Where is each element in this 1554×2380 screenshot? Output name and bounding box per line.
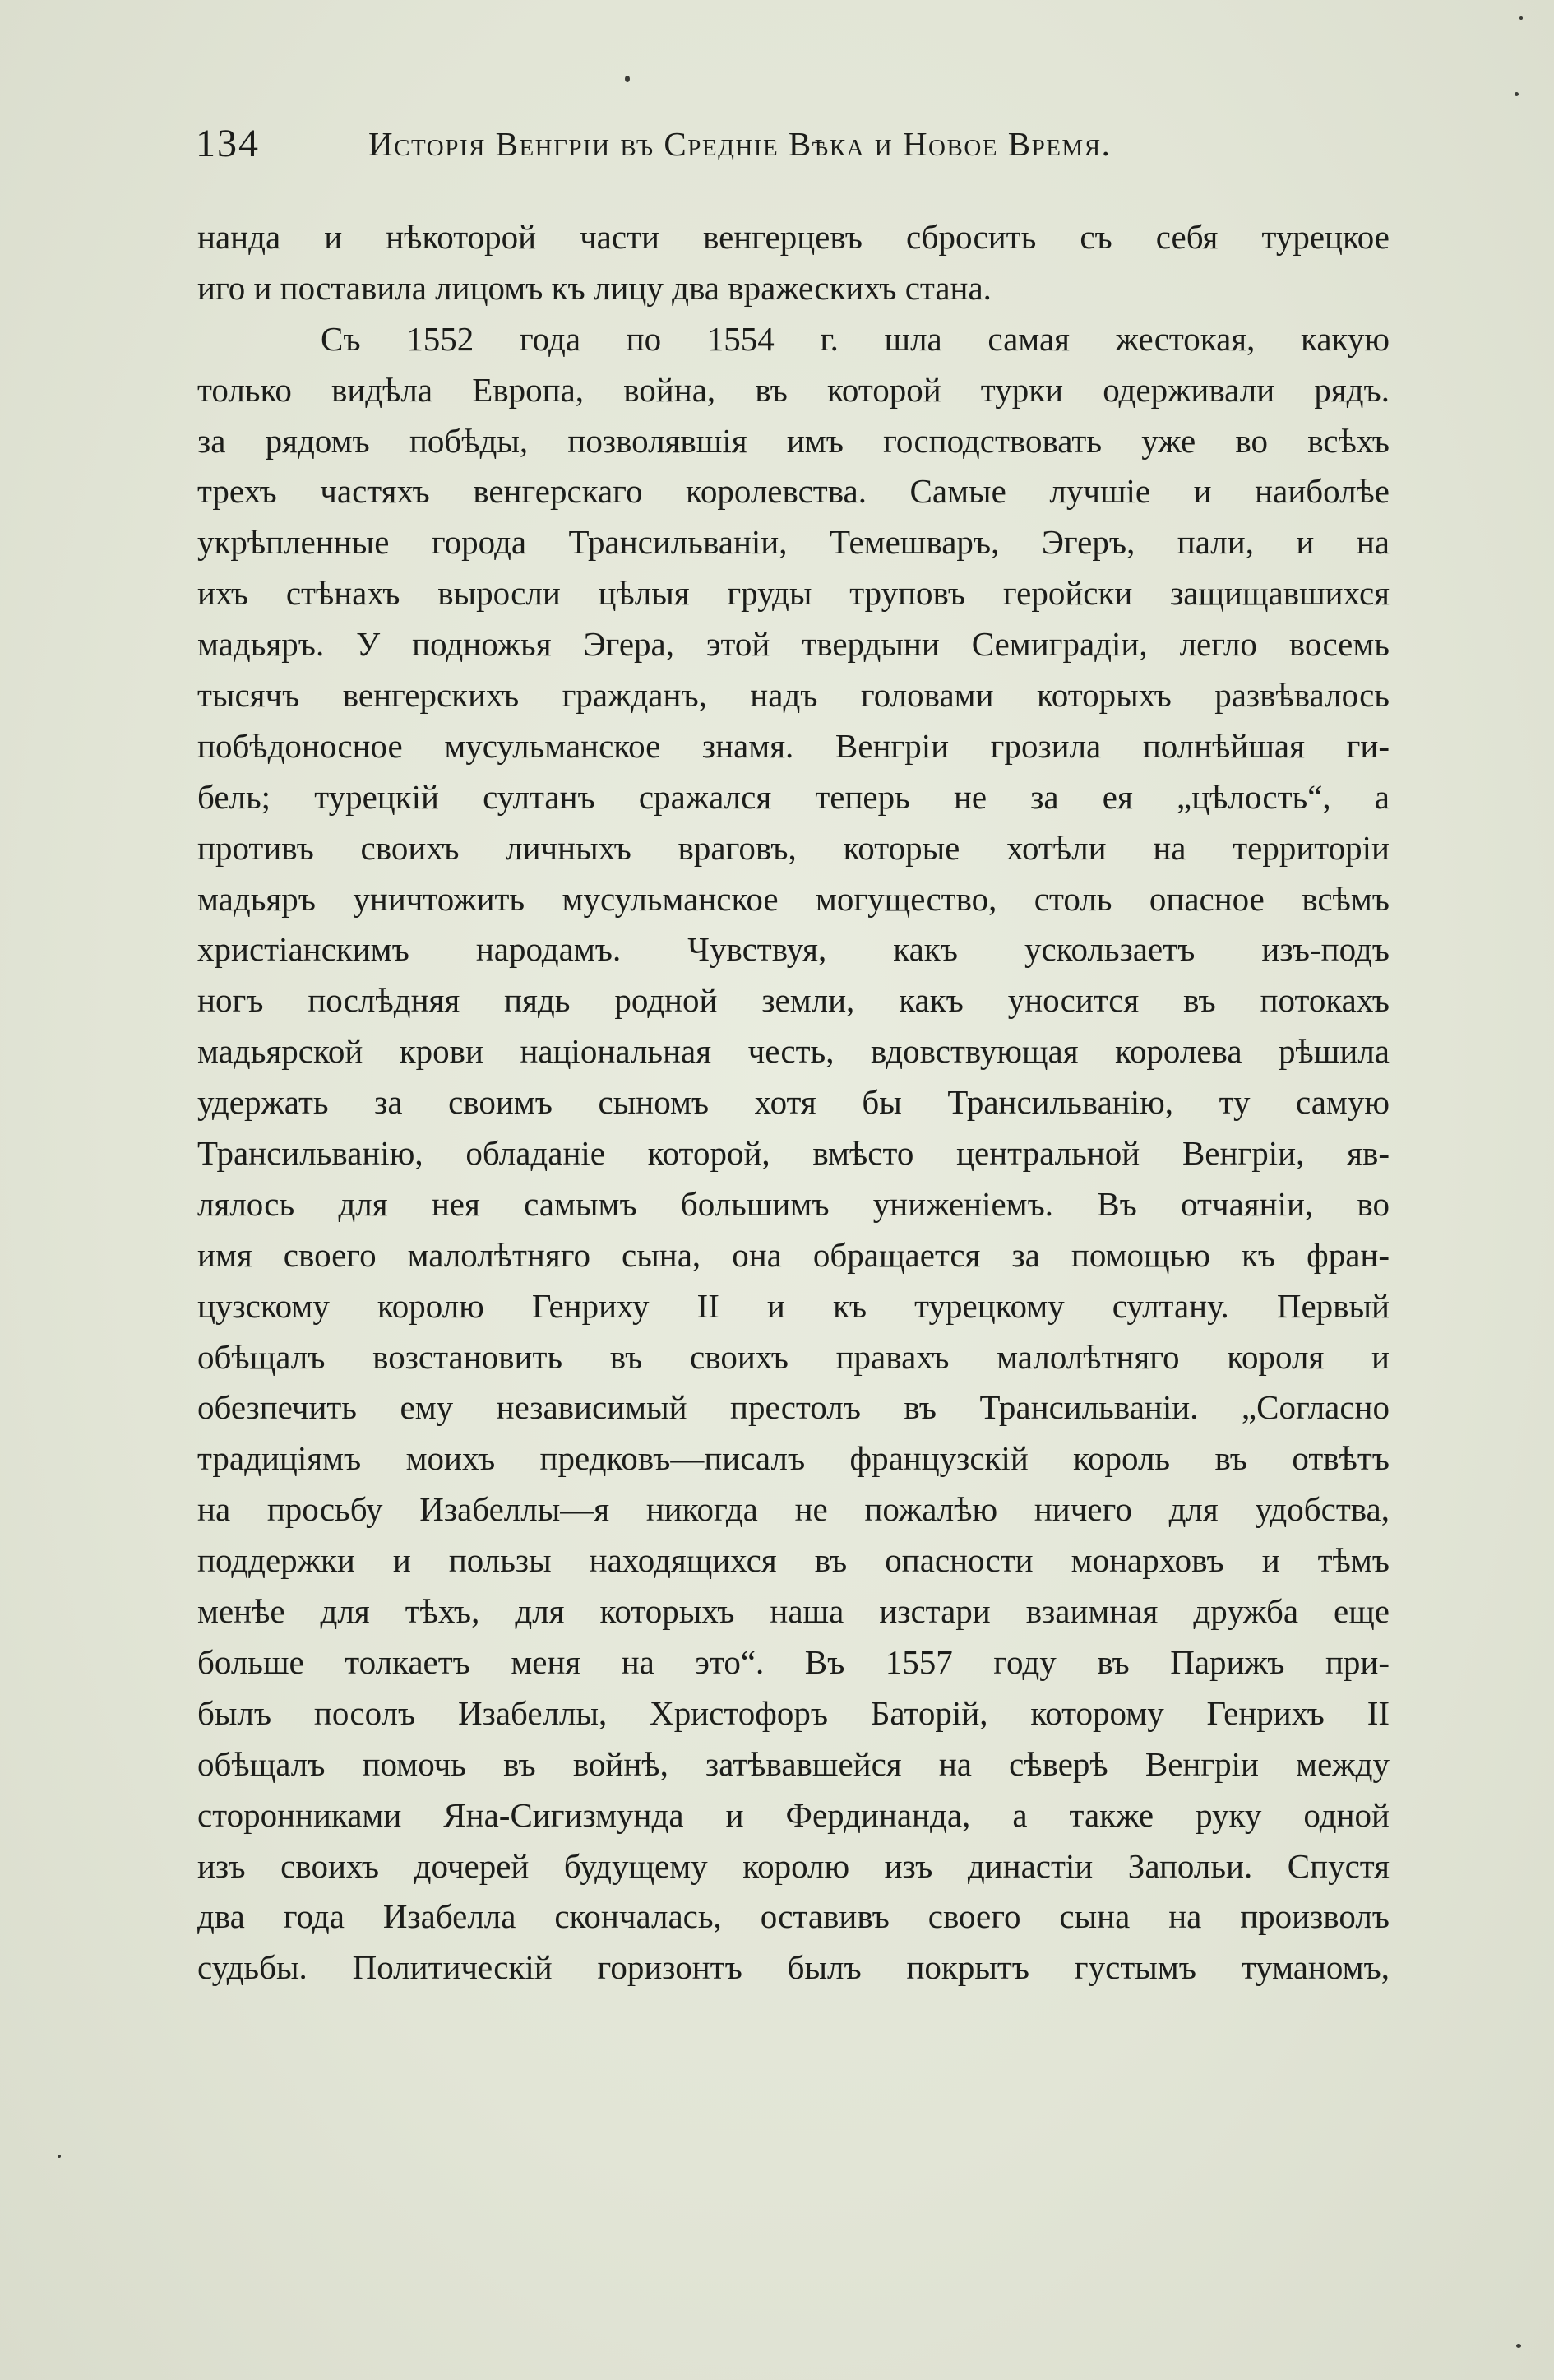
- text-line: ногъ послѣдняя пядь родной земли, какъ уносится въ потокахъ: [197, 981, 1390, 1020]
- text-line: изъ своихъ дочерей будущему королю изъ династіи Запольи. Спустя: [197, 1846, 1390, 1885]
- text-line: сторонниками Яна-Сигизмунда и Фердинанда, а также руку одной: [197, 1795, 1390, 1834]
- text-line: побѣдоносное мусульманское знамя. Венгріи грозила полнѣйшая ги-: [197, 726, 1390, 765]
- ink-speck: [1515, 92, 1519, 96]
- text-line: больше толкаетъ меня на это“. Въ 1557 году въ Парижъ при-: [197, 1642, 1390, 1681]
- text-line: тысячъ венгерскихъ гражданъ, надъ головами которыхъ развѣвалось: [197, 676, 1390, 715]
- text-line: традиціямъ моихъ предковъ—писалъ французскій король въ отвѣтъ: [197, 1439, 1390, 1478]
- ink-speck: [625, 76, 630, 82]
- ink-speck: [1516, 2344, 1521, 2348]
- page-number: 134: [196, 122, 260, 165]
- text-line: христіанскимъ народамъ. Чувствуя, какъ ускользаетъ изъ-подъ: [197, 930, 1390, 969]
- text-line: лялось для нея самымъ большимъ униженіемъ. Въ отчаяніи, во: [197, 1184, 1390, 1223]
- text-line: обѣщалъ возстановить въ своихъ правахъ малолѣтняго короля и: [197, 1337, 1390, 1376]
- text-line: судьбы. Политическій горизонтъ былъ покрытъ густымъ туманомъ,: [197, 1948, 1390, 1987]
- text-line: обезпечить ему независимый престолъ въ Трансильваніи. „Согласно: [197, 1388, 1390, 1427]
- text-line: обѣщалъ помочь въ войнѣ, затѣвавшейся на сѣверѣ Венгріи между: [197, 1744, 1390, 1783]
- text-line: имя своего малолѣтняго сына, она обращается за помощью къ фран-: [197, 1235, 1390, 1274]
- text-line: трехъ частяхъ венгерскаго королевства. Самые лучшіе и наиболѣе: [197, 472, 1390, 511]
- text-line: нанда и нѣкоторой части венгерцевъ сбросить съ себя турецкое: [197, 218, 1390, 256]
- text-line: Трансильванію, обладаніе которой, вмѣсто центральной Венгріи, яв-: [197, 1134, 1390, 1173]
- text-line: иго и поставила лицомъ къ лицу два вражескихъ стана.: [197, 268, 992, 307]
- text-line: удержать за своимъ сыномъ хотя бы Трансильванію, ту самую: [197, 1083, 1390, 1122]
- text-line: былъ посолъ Изабеллы, Христофоръ Баторій, которому Генрихъ II: [197, 1693, 1390, 1732]
- text-line: два года Изабелла скончалась, оставивъ своего сына на произволъ: [197, 1897, 1390, 1936]
- text-line: бель; турецкій султанъ сражался теперь не за ея „цѣлость“, а: [197, 777, 1390, 816]
- text-line: мадьяръ уничтожить мусульманское могущество, столь опасное всѣмъ: [197, 879, 1390, 918]
- text-line: Съ 1552 года по 1554 г. шла самая жестокая, какую: [321, 319, 1390, 358]
- running-title: Исторія Венгріи въ Средніе Вѣка и Новое Время.: [368, 125, 1112, 163]
- page-header: [196, 115, 1390, 173]
- text-line: мадьярской крови національная честь, вдовствующая королева рѣшила: [197, 1032, 1390, 1071]
- text-line: поддержки и пользы находящихся въ опасности монарховъ и тѣмъ: [197, 1541, 1390, 1580]
- text-line: мадьяръ. У подножья Эгера, этой твердыни Семиградіи, легло восемь: [197, 625, 1390, 664]
- ink-speck: [1519, 16, 1523, 20]
- text-line: только видѣла Европа, война, въ которой турки одерживали рядъ.: [197, 370, 1390, 409]
- text-line: противъ своихъ личныхъ враговъ, которые хотѣли на территоріи: [197, 828, 1390, 867]
- text-line: за рядомъ побѣды, позволявшія имъ господствовать уже во всѣхъ: [197, 421, 1390, 460]
- text-line: укрѣпленные города Трансильваніи, Темешваръ, Эгеръ, пали, и на: [197, 523, 1390, 562]
- body-text: [197, 212, 1390, 1993]
- ink-speck: [58, 2155, 61, 2158]
- text-line: ихъ стѣнахъ выросли цѣлыя груды труповъ геройски защищавшихся: [197, 574, 1390, 613]
- text-line: менѣе для тѣхъ, для которыхъ наша изстари взаимная дружба еще: [197, 1592, 1390, 1631]
- text-line: на просьбу Изабеллы—я никогда не пожалѣю ничего для удобства,: [197, 1490, 1390, 1529]
- text-line: цузскому королю Генриху II и къ турецкому султану. Первый: [197, 1286, 1390, 1325]
